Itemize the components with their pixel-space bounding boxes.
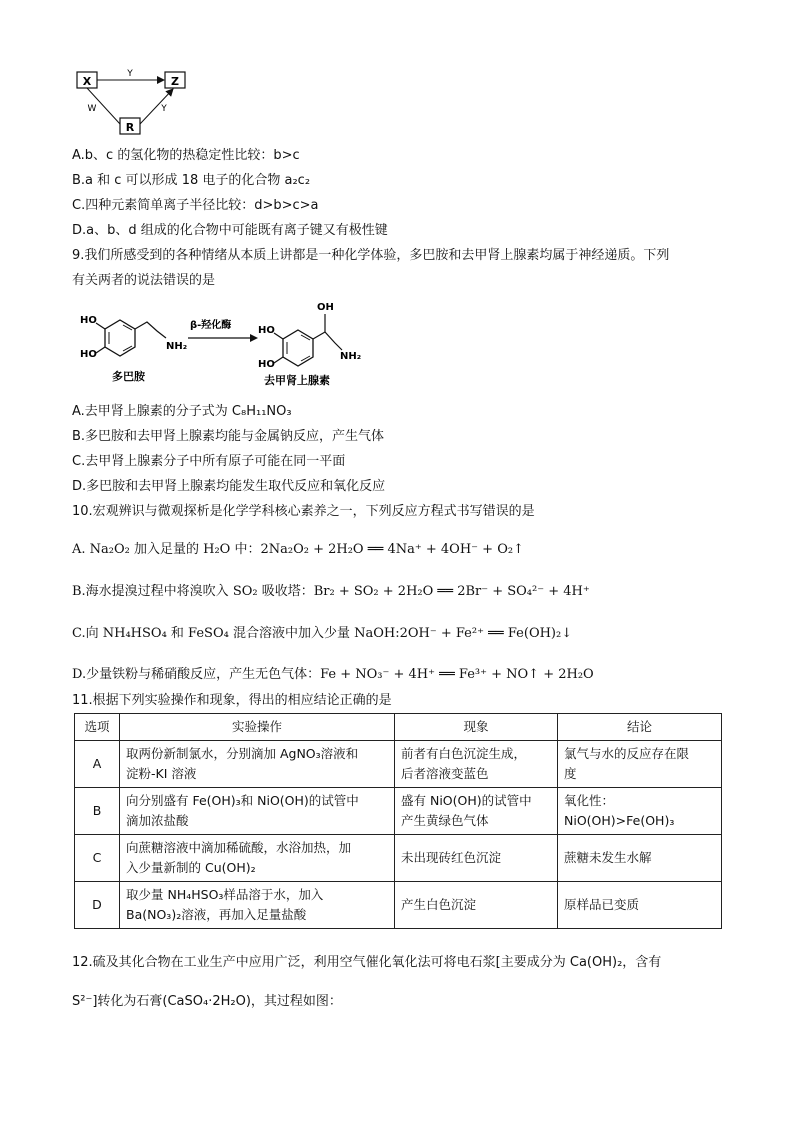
dopamine-nh2: NH₂ [166, 341, 188, 352]
row-operation: 取少量 NH₄HSO₃样品溶于水，加入 Ba(NO₃)₂溶液，再加入足量盐酸 [120, 882, 395, 929]
row-phenomenon: 前者有白色沉淀生成， 后者溶液变蓝色 [395, 741, 558, 788]
row-phenomenon: 盛有 NiO(OH)的试管中 产生黄绿色气体 [395, 788, 558, 835]
header-phenomenon: 现象 [395, 714, 558, 741]
row-phenomenon: 未出现砖红色沉淀 [395, 835, 558, 882]
q8-option-b: B.a 和 c 可以形成 18 电子的化合物 a₂c₂ [72, 173, 311, 188]
node-x: X [82, 75, 92, 88]
header-conclusion: 结论 [558, 714, 722, 741]
dopamine-ho-top: HO [80, 315, 97, 326]
row-operation: 取两份新制氯水，分别滴加 AgNO₃溶液和 淀粉-KI 溶液 [120, 741, 395, 788]
q10-option-c: C.向 NH₄HSO₄ 和 FeSO₄ 混合溶液中加入少量 NaOH:2OH⁻ + Fe²⁺ ══ Fe(OH)₂↓ [72, 626, 573, 641]
q9-option-c: C.去甲肾上腺素分子中所有原子可能在同一平面 [72, 454, 346, 469]
row-conclusion: 氧化性： NiO(OH)>Fe(OH)₃ [558, 788, 722, 835]
q8-option-c: C.四种元素简单离子半径比较：d>b>c>a [72, 198, 319, 213]
header-operation: 实验操作 [120, 714, 395, 741]
row-option: B [75, 788, 120, 835]
table-row [75, 835, 722, 882]
q12-stem-line2: S²⁻]转化为石膏(CaSO₄·2H₂O)，其过程如图： [72, 994, 342, 1009]
edge-label-w: W [87, 104, 97, 114]
norepi-ho-bottom: HO [258, 359, 275, 370]
edge-label-y-top: Y [127, 69, 133, 79]
norepi-name: 去甲肾上腺素 [264, 374, 330, 387]
table-row [75, 882, 722, 929]
norepi-nh2: NH₂ [340, 351, 362, 362]
row-conclusion: 原样品已变质 [558, 882, 722, 929]
element-relation-diagram [72, 66, 202, 136]
dopamine-ho-bottom: HO [80, 349, 97, 360]
row-phenomenon: 产生白色沉淀 [395, 882, 558, 929]
table-header-row [75, 714, 722, 741]
q10-stem: 10.宏观辨识与微观探析是化学学科核心素养之一，下列反应方程式书写错误的是 [72, 504, 535, 519]
dopamine-name: 多巴胺 [112, 370, 145, 383]
row-conclusion: 蔗糖未发生水解 [558, 835, 722, 882]
row-option: D [75, 882, 120, 929]
row-operation: 向蔗糖溶液中滴加稀硫酸，水浴加热，加 入少量新制的 Cu(OH)₂ [120, 835, 395, 882]
q9-option-a: A.去甲肾上腺素的分子式为 C₈H₁₁NO₃ [72, 404, 292, 419]
node-z: Z [171, 75, 179, 88]
reagent-label: β-羟化酶 [190, 320, 232, 331]
node-r: R [125, 121, 135, 134]
row-conclusion: 氯气与水的反应存在限 度 [558, 741, 722, 788]
q9-option-b: B.多巴胺和去甲肾上腺素均能与金属钠反应，产生气体 [72, 429, 385, 444]
dopamine-reaction-scheme [72, 298, 412, 393]
q9-stem-line1: 9.我们所感受到的各种情绪从本质上讲都是一种化学体验，多巴胺和去甲肾上腺素均属于神经递质。下列 [72, 248, 670, 263]
norepi-ho-top: HO [258, 325, 275, 336]
header-option: 选项 [75, 714, 120, 741]
q9-stem-line2: 有关两者的说法错误的是 [72, 273, 216, 288]
q12-stem-line1: 12.硫及其化合物在工业生产中应用广泛，利用空气催化氧化法可将电石浆[主要成分为 Ca(OH)₂，含有 [72, 955, 662, 970]
q8-option-a: A.b、c 的氢化物的热稳定性比较：b>c [72, 148, 300, 163]
edge-label-y-right: Y [161, 104, 167, 114]
q9-option-d: D.多巴胺和去甲肾上腺素均能发生取代反应和氧化反应 [72, 479, 386, 494]
row-operation: 向分别盛有 Fe(OH)₃和 NiO(OH)的试管中 滴加浓盐酸 [120, 788, 395, 835]
row-option: A [75, 741, 120, 788]
q10-option-d: D.少量铁粉与稀硝酸反应，产生无色气体：Fe + NO₃⁻ + 4H⁺ ══ Fe³⁺ + NO↑ + 2H₂O [72, 667, 594, 682]
q10-option-b: B.海水提溴过程中将溴吹入 SO₂ 吸收塔：Br₂ + SO₂ + 2H₂O ══ 2Br⁻ + SO₄²⁻ + 4H⁺ [72, 584, 590, 599]
row-option: C [75, 835, 120, 882]
q10-option-a: A. Na₂O₂ 加入足量的 H₂O 中：2Na₂O₂ + 2H₂O ══ 4Na⁺ + 4OH⁻ + O₂↑ [72, 542, 524, 557]
q8-option-d: D.a、b、d 组成的化合物中可能既有离子键又有极性键 [72, 223, 388, 238]
experiment-table [74, 713, 722, 929]
table-row [75, 741, 722, 788]
table-row [75, 788, 722, 835]
norepi-oh: OH [317, 302, 334, 313]
q11-stem: 11.根据下列实验操作和现象，得出的相应结论正确的是 [72, 693, 392, 708]
